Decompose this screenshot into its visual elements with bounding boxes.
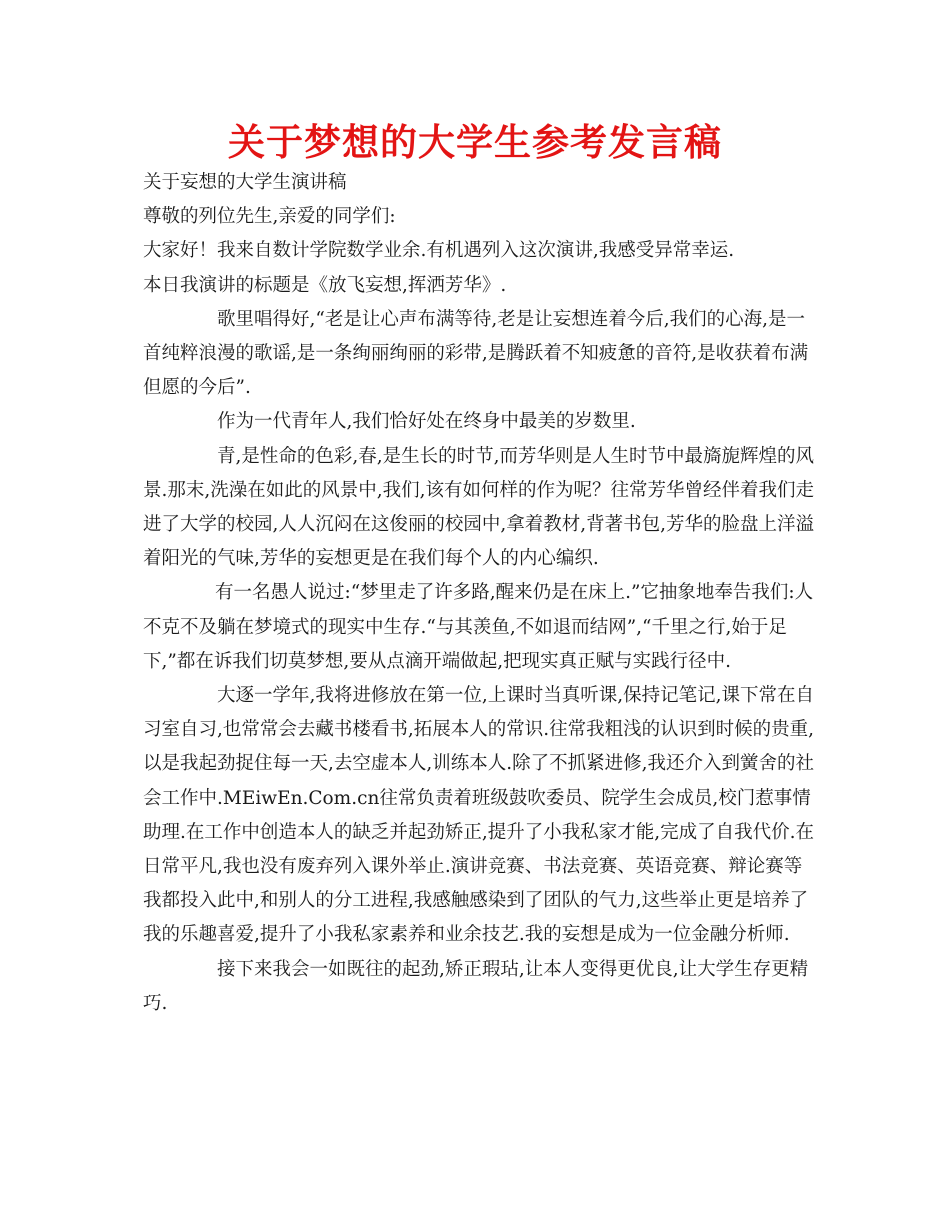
paragraph-youth: 作为一代青年人,我们恰好处在终身中最美的岁数里.: [217, 411, 636, 433]
paragraph-greeting: 大家好！我来自数计学院数学业余.有机遇列入这次演讲,我感受异常幸运.: [143, 240, 735, 262]
paragraph-closing: 接下来我会一如既往的起劲,矫正瑕玷,让本人变得更优良,让大学生存更精巧.: [143, 958, 809, 1014]
paragraph-first-year: 大逐一学年,我将进修放在第一位,上课时当真听课,保持记笔记,课下常在自习室自习,也常常会去藏书楼看书,拓展本人的常识.往常我粗浅的认识到时候的贵重,以是我起劲捉住每一天,去空虚本人,训练本人.除了不抓紧进修,我还介入到黉舍的社会工作中.MEiwEn.Com.cn往常负责着班级鼓吹委员、院学生会成员,校门惹事情助理.在工作中创造本人的缺乏并起劲矫正,提升了小我私家才能,完成了自我代价.在日常平凡,我也没有废弃列入课外举止.演讲竞赛、书法竞赛、英语竞赛、辩论赛等我都投入此中,和别人的分工进程,我感触感染到了团队的气力,这些举止更是培养了我的乐趣喜爱,提升了小我私家素养和业余技艺.我的妄想是成为一位金融分析师.: [143, 685, 815, 946]
paragraph-topic: 本日我演讲的标题是《放飞妄想,挥洒芳华》.: [143, 274, 507, 296]
paragraph-salutation: 尊敬的列位先生,亲爱的同学们:: [143, 206, 396, 228]
paragraph-speech-heading: 关于妄想的大学生演讲稿: [143, 172, 347, 193]
document-body: [143, 166, 815, 1021]
paragraph-song: 歌里唱得好,“老是让心声布满等待,老是让妄想连着今后,我们的心海,是一首纯粹浪漫的歌谣,是一条绚丽绚丽的彩带,是腾跃着不知疲惫的音符,是收获着布满但愿的今后”.: [143, 308, 809, 399]
paragraph-wise-man: 有一名愚人说过:“梦里走了许多路,醒来仍是在床上.”它抽象地奉告我们:人不克不及躺在梦境式的现实中生存.“与其羡鱼,不如退而结网”,“千里之行,始于足下,”都在诉我们切莫梦想,要从点滴开端做起,把现实真正赋与实践行径中.: [143, 582, 814, 672]
paragraph-spring: 青,是性命的色彩,春,是生长的时节,而芳华则是人生时节中最旖旎辉煌的风景.那末,洗澡在如此的风景中,我们,该有如何样的作为呢？往常芳华曾经伴着我们走进了大学的校园,人人沉闷在这俊丽的校园中,拿着教材,背著书包,芳华的脸盘上洋溢着阳光的气味,芳华的妄想更是在我们每个人的内心编织.: [143, 445, 815, 570]
document-title: 关于梦想的大学生参考发言稿: [228, 121, 722, 164]
